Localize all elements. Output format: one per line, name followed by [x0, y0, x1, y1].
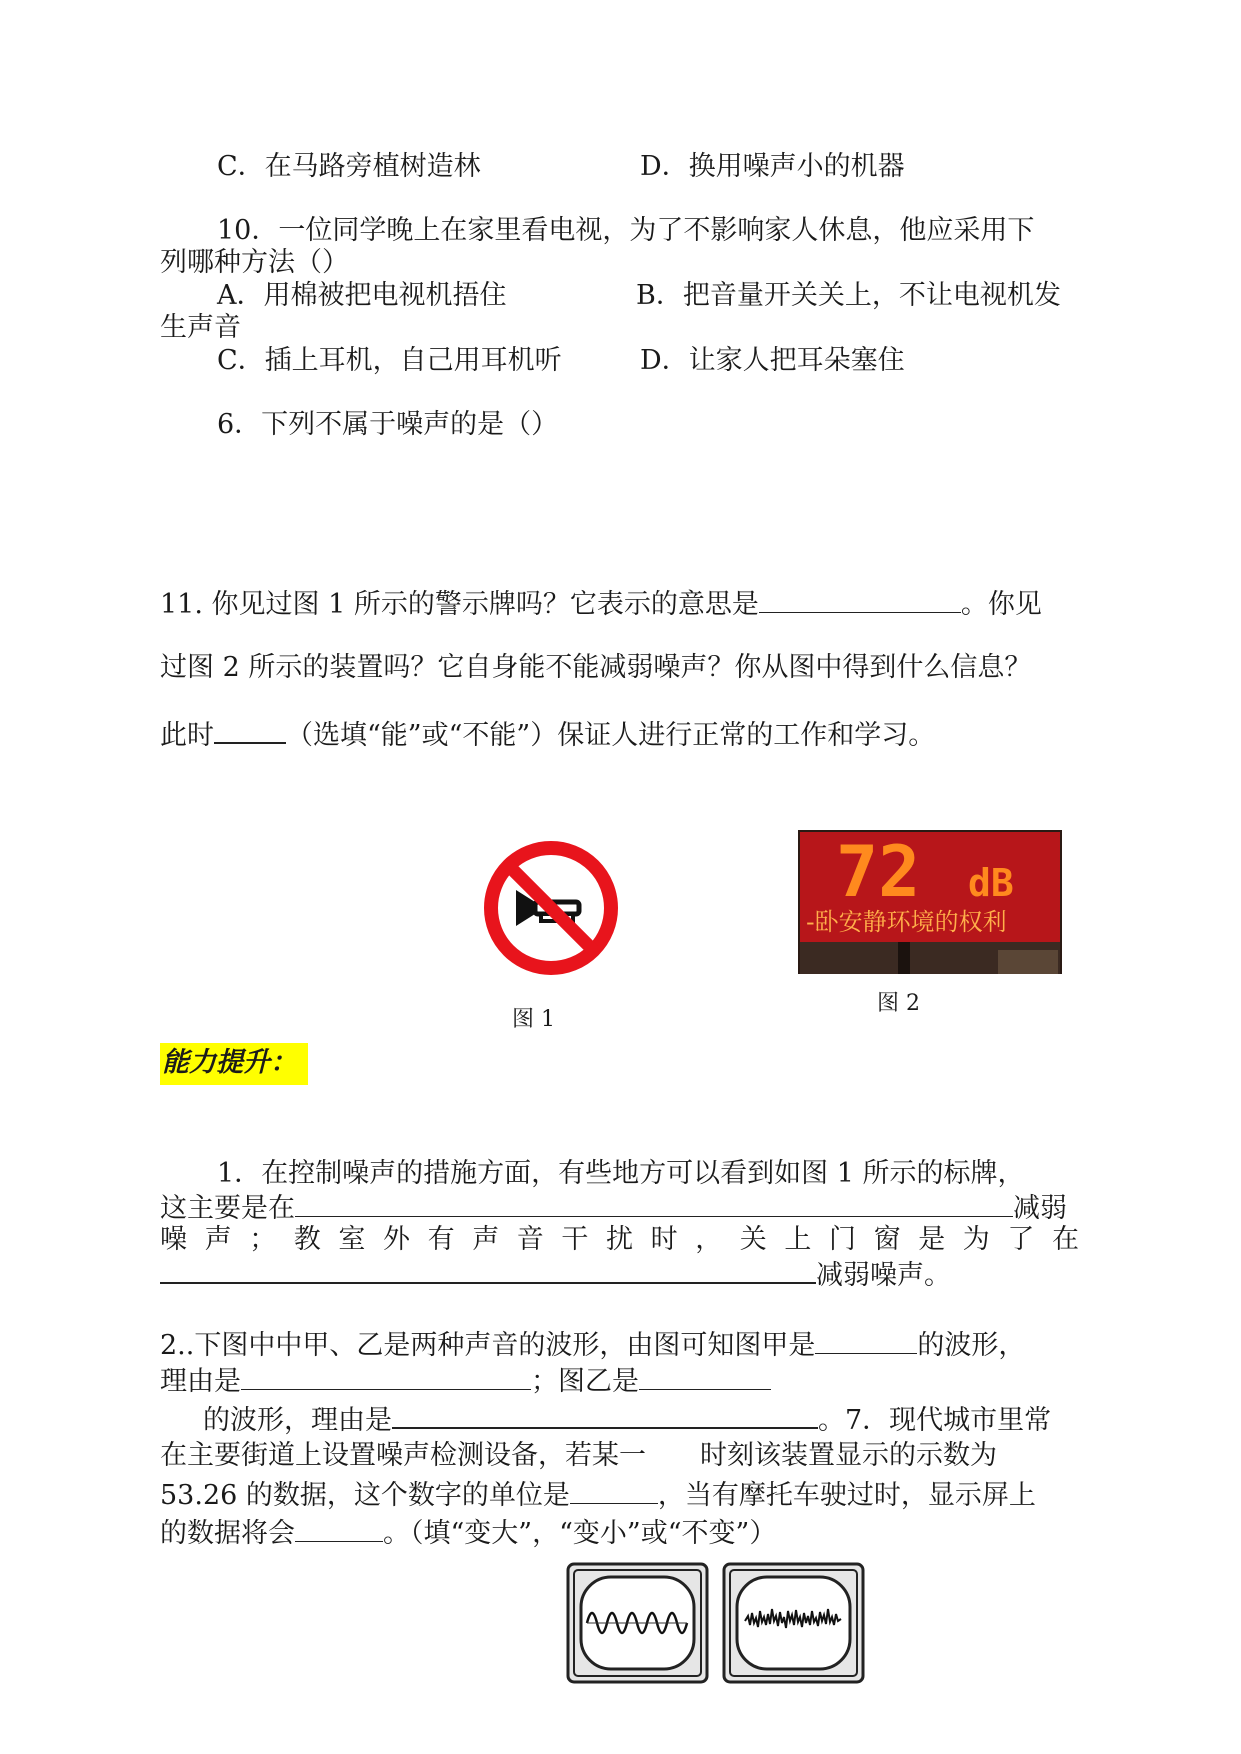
p2-blank-jia[interactable]	[815, 1327, 917, 1354]
question-10-option-b: B．把音量开关关上，不让电视机发	[636, 280, 1061, 311]
p2-blank-unit[interactable]	[570, 1477, 658, 1504]
p2-text-g: 53.26 的数据，这个数字的单位是	[160, 1480, 570, 1511]
problem-2-line1	[160, 1327, 1025, 1363]
problem-2-line6	[160, 1515, 776, 1551]
problem-1-line1: 1．在控制噪声的措施方面，有些地方可以看到如图 1 所示的标牌，	[217, 1158, 1025, 1189]
problem-2-line3	[203, 1401, 1051, 1438]
p2-text-a: 2..下图中中甲、乙是两种声音的波形，由图可知图甲是	[160, 1330, 816, 1361]
p2-text-d: ；图乙是	[531, 1366, 639, 1397]
problem-1-line2	[160, 1190, 1067, 1226]
q11-blank-meaning[interactable]	[759, 586, 961, 613]
p2-blank-yi[interactable]	[639, 1363, 771, 1390]
display-reading: 72	[836, 831, 921, 913]
figure-2-caption: 图 2	[877, 991, 920, 1016]
p2-text-b: 的波形，	[917, 1330, 1026, 1361]
question-10-option-a: A．用棉被把电视机捂住	[217, 280, 507, 311]
p2-blank-reason-yi[interactable]	[392, 1401, 818, 1429]
figure-1-caption: 图 1	[512, 1007, 555, 1032]
section-heading: 能力提升：	[162, 1047, 297, 1078]
p1-text-a: 这主要是在	[160, 1193, 295, 1224]
q11-blank-can[interactable]	[214, 716, 286, 744]
problem-2-line2	[160, 1363, 771, 1399]
question-11-line1	[160, 586, 1042, 622]
p2-text-e: 的波形，理由是	[203, 1405, 392, 1436]
q11-text-c: 此时	[160, 720, 214, 751]
question-10-option-c: C．插上耳机，自己用耳机听	[217, 345, 562, 376]
oscilloscope-jia	[565, 1561, 710, 1685]
q11-text-a: 11. 你见过图 1 所示的警示牌吗？它表示的意思是	[160, 589, 759, 620]
p1-blank-path[interactable]	[160, 1256, 816, 1284]
p2-text-c: 理由是	[160, 1366, 241, 1397]
display-unit: dB	[968, 861, 1014, 905]
question-10-line1: 10．一位同学晚上在家里看电视，为了不影响家人休息，他应采用下	[217, 215, 1035, 246]
problem-1-line3: 噪声；教室外有声音干扰时，关上门窗是为了在	[160, 1224, 1079, 1255]
question-10-option-d: D．让家人把耳朵塞住	[640, 345, 905, 376]
problem-2-line5	[160, 1477, 1036, 1513]
problem-1-line4	[160, 1256, 951, 1293]
question-10-option-b-cont: 生声音	[160, 312, 241, 343]
question-10-line2: 列哪种方法（）	[160, 247, 349, 278]
question-11-line2: 过图 2 所示的装置吗？它自身能不能减弱噪声？你从图中得到什么信息？	[160, 652, 1032, 683]
p1-blank-where[interactable]	[295, 1190, 1013, 1217]
p2-blank-reason-jia[interactable]	[241, 1363, 531, 1390]
p2-text-f: 。7．现代城市里常	[818, 1405, 1052, 1436]
question-6: 6．下列不属于噪声的是（）	[217, 409, 559, 440]
oscilloscope-yi	[721, 1561, 866, 1685]
option-c-plant-trees: C．在马路旁植树造林	[217, 151, 481, 182]
p1-text-b: 减弱	[1013, 1193, 1067, 1224]
p2-text-j: 。（填“变大”，“变小”或“不变”）	[383, 1518, 777, 1549]
q11-text-d: （选填“能”或“不能”）保证人进行正常的工作和学习。	[286, 720, 936, 751]
question-11-line3	[160, 716, 935, 753]
p2-text-h: ，当有摩托车驶过时，显示屏上	[657, 1480, 1036, 1511]
display-scroll-text: -卧安静环境的权利	[806, 908, 1007, 936]
no-horn-sign-icon	[483, 826, 619, 990]
p2-blank-change[interactable]	[295, 1515, 383, 1542]
problem-2-line4: 在主要街道上设置噪声检测设备，若某一 时刻该装置显示的示数为	[160, 1440, 997, 1471]
p1-text-c: 减弱噪声。	[816, 1260, 951, 1291]
option-d-quiet-machines: D．换用噪声小的机器	[640, 151, 905, 182]
noise-monitor-display	[798, 830, 1062, 974]
p2-text-i: 的数据将会	[160, 1518, 295, 1549]
q11-text-b: 。你见	[960, 589, 1042, 620]
